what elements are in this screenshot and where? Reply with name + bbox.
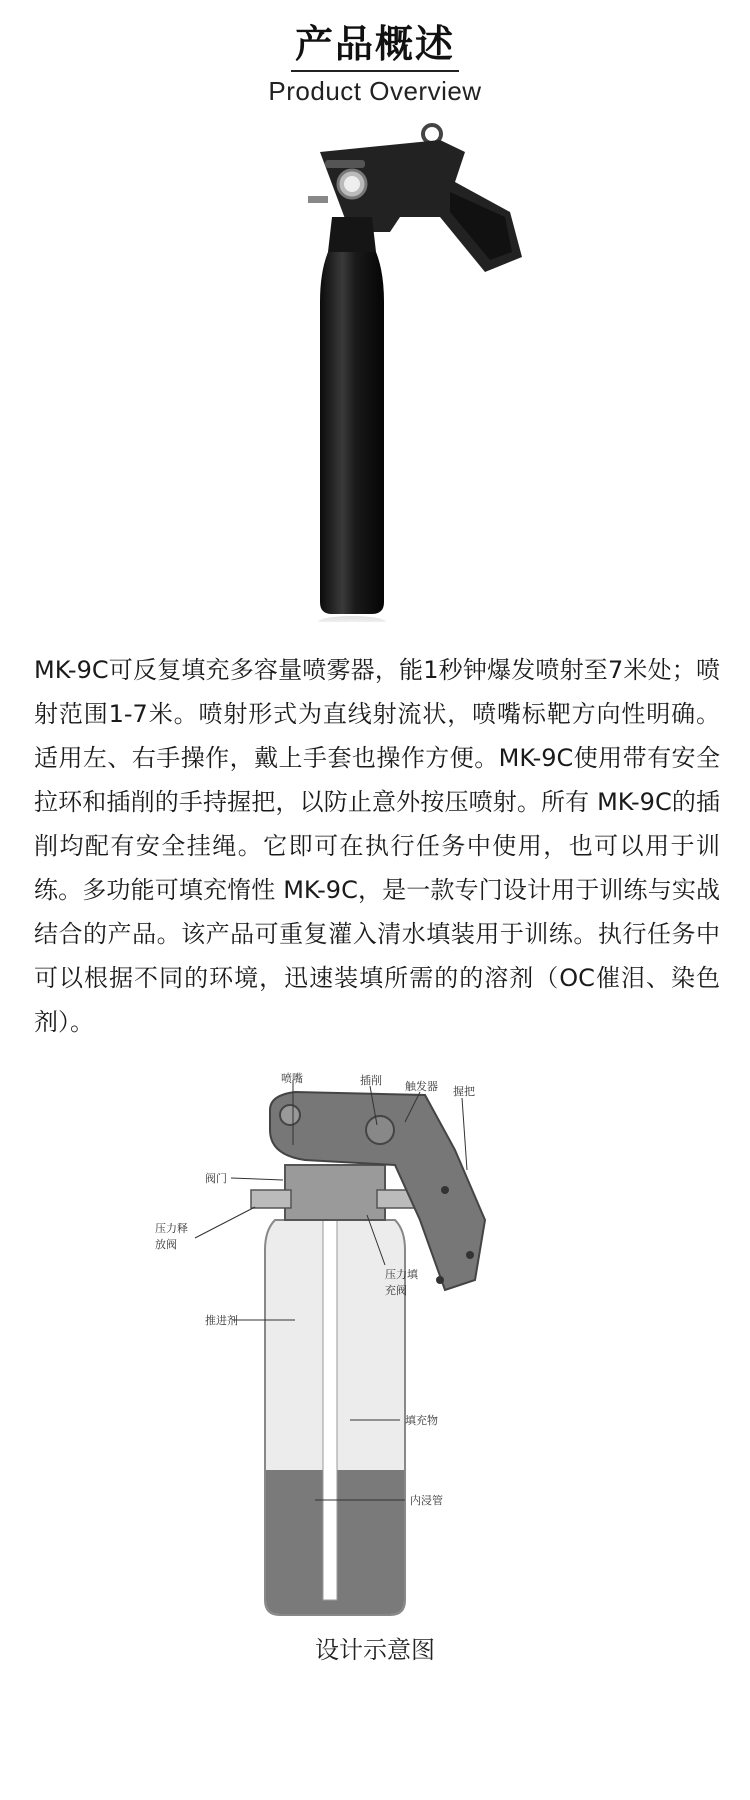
product-description: MK-9C可反复填充多容量喷雾器，能1秒钟爆发喷射至7米处；喷射范围1-7米。喷射形式为直线射流状，喷嘴标靶方向性明确。适用左、右手操作，戴上手套也操作方便。MK-9C使用带有安全拉环和插削的手持握把，以防止意外按压喷射。所有 MK-9C的插削均配有安全挂绳。它即可在执行任务中使用，也可以用于训练。多功能可填充惰性 MK-9C，是一款专门设计用于训练与实战结合的产品。该产品可重复灌入清水填装用于训练。执行任务中可以根据不同的环境，迅速装填所需的的溶剂（OC催泪、染色剂）。 xyxy=(34,656,720,1036)
diagram-caption: 设计示意图 xyxy=(315,1636,435,1664)
label-valve: 阀门 xyxy=(205,1172,227,1185)
label-relief-valve-2: 放阀 xyxy=(155,1238,177,1251)
label-grip: 握把 xyxy=(453,1085,475,1098)
label-dip-tube: 内浸管 xyxy=(410,1494,443,1507)
label-trigger: 触发器 xyxy=(405,1080,438,1093)
design-schematic-icon xyxy=(155,1070,575,1630)
design-diagram xyxy=(155,1070,575,1630)
page-header xyxy=(0,20,750,107)
label-fill-valve-1: 压力填 xyxy=(385,1268,418,1281)
label-pin: 插削 xyxy=(360,1074,382,1087)
pepper-spray-canister-icon xyxy=(290,122,530,622)
page-title: 产品概述 xyxy=(291,20,459,72)
label-propellant: 推进剂 xyxy=(205,1314,238,1327)
product-photo xyxy=(290,122,530,622)
label-nozzle: 喷嘴 xyxy=(281,1072,303,1085)
page-subtitle: Product Overview xyxy=(268,76,482,106)
label-fill-valve-2: 充阀 xyxy=(385,1284,407,1297)
label-filler: 填充物 xyxy=(405,1414,438,1427)
label-relief-valve-1: 压力释 xyxy=(155,1222,188,1235)
